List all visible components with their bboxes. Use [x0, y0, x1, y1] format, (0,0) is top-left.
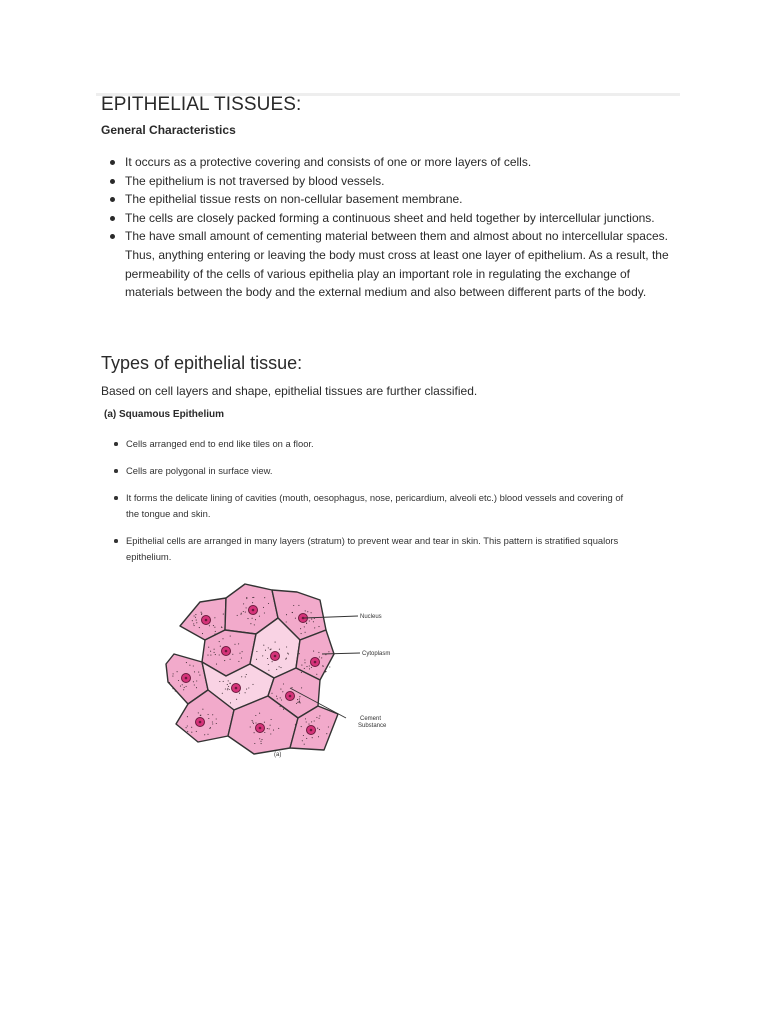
squamous-heading: (a) Squamous Epithelium: [104, 409, 225, 420]
list-item: Epithelial cells are arranged in many layers (stratum) to prevent wear and tear in skin. This pattern is stratified squalors epithelium.: [104, 533, 624, 565]
nucleus-label: Nucleus: [360, 614, 382, 620]
figure-caption: (a): [274, 752, 282, 758]
squamous-list: [104, 436, 624, 565]
list-item: Cells arranged end to end like tiles on a floor.: [104, 436, 624, 452]
cement-label: Cement: [360, 716, 382, 722]
list-item: It occurs as a protective covering and consists of one or more layers of cells.: [101, 153, 671, 172]
page-title: EPITHELIAL TISSUES:: [101, 94, 302, 115]
cement-label-2: Substance: [358, 723, 387, 729]
cytoplasm-label: Cytoplasm: [362, 651, 391, 657]
list-item: The have small amount of cementing material between them and almost about no intercellular spaces. Thus, anything entering or leaving the body must cross at least one layer of epithelium. As a result, the permeability of the cells of various epithelia play an important role in regulating the exchange of materials between the body and the external medium and also between different parts of the body.: [101, 227, 671, 301]
general-characteristics-heading: General Characteristics: [101, 123, 236, 137]
list-item: The epithelial tissue rests on non-cellular basement membrane.: [101, 190, 671, 209]
characteristics-list: [101, 153, 671, 302]
list-item: The epithelium is not traversed by blood vessels.: [101, 172, 671, 191]
types-intro: Based on cell layers and shape, epithelial tissues are further classified.: [101, 384, 478, 398]
types-section-title: Types of epithelial tissue:: [101, 353, 303, 373]
list-item: The cells are closely packed forming a continuous sheet and held together by intercellular junctions.: [101, 209, 671, 228]
list-item: Cells are polygonal in surface view.: [104, 463, 624, 479]
squamous-epithelium-diagram: [150, 578, 410, 768]
list-item: It forms the delicate lining of cavities (mouth, oesophagus, nose, pericardium, alveoli etc.) blood vessels and covering of the tongue and skin.: [104, 490, 624, 522]
